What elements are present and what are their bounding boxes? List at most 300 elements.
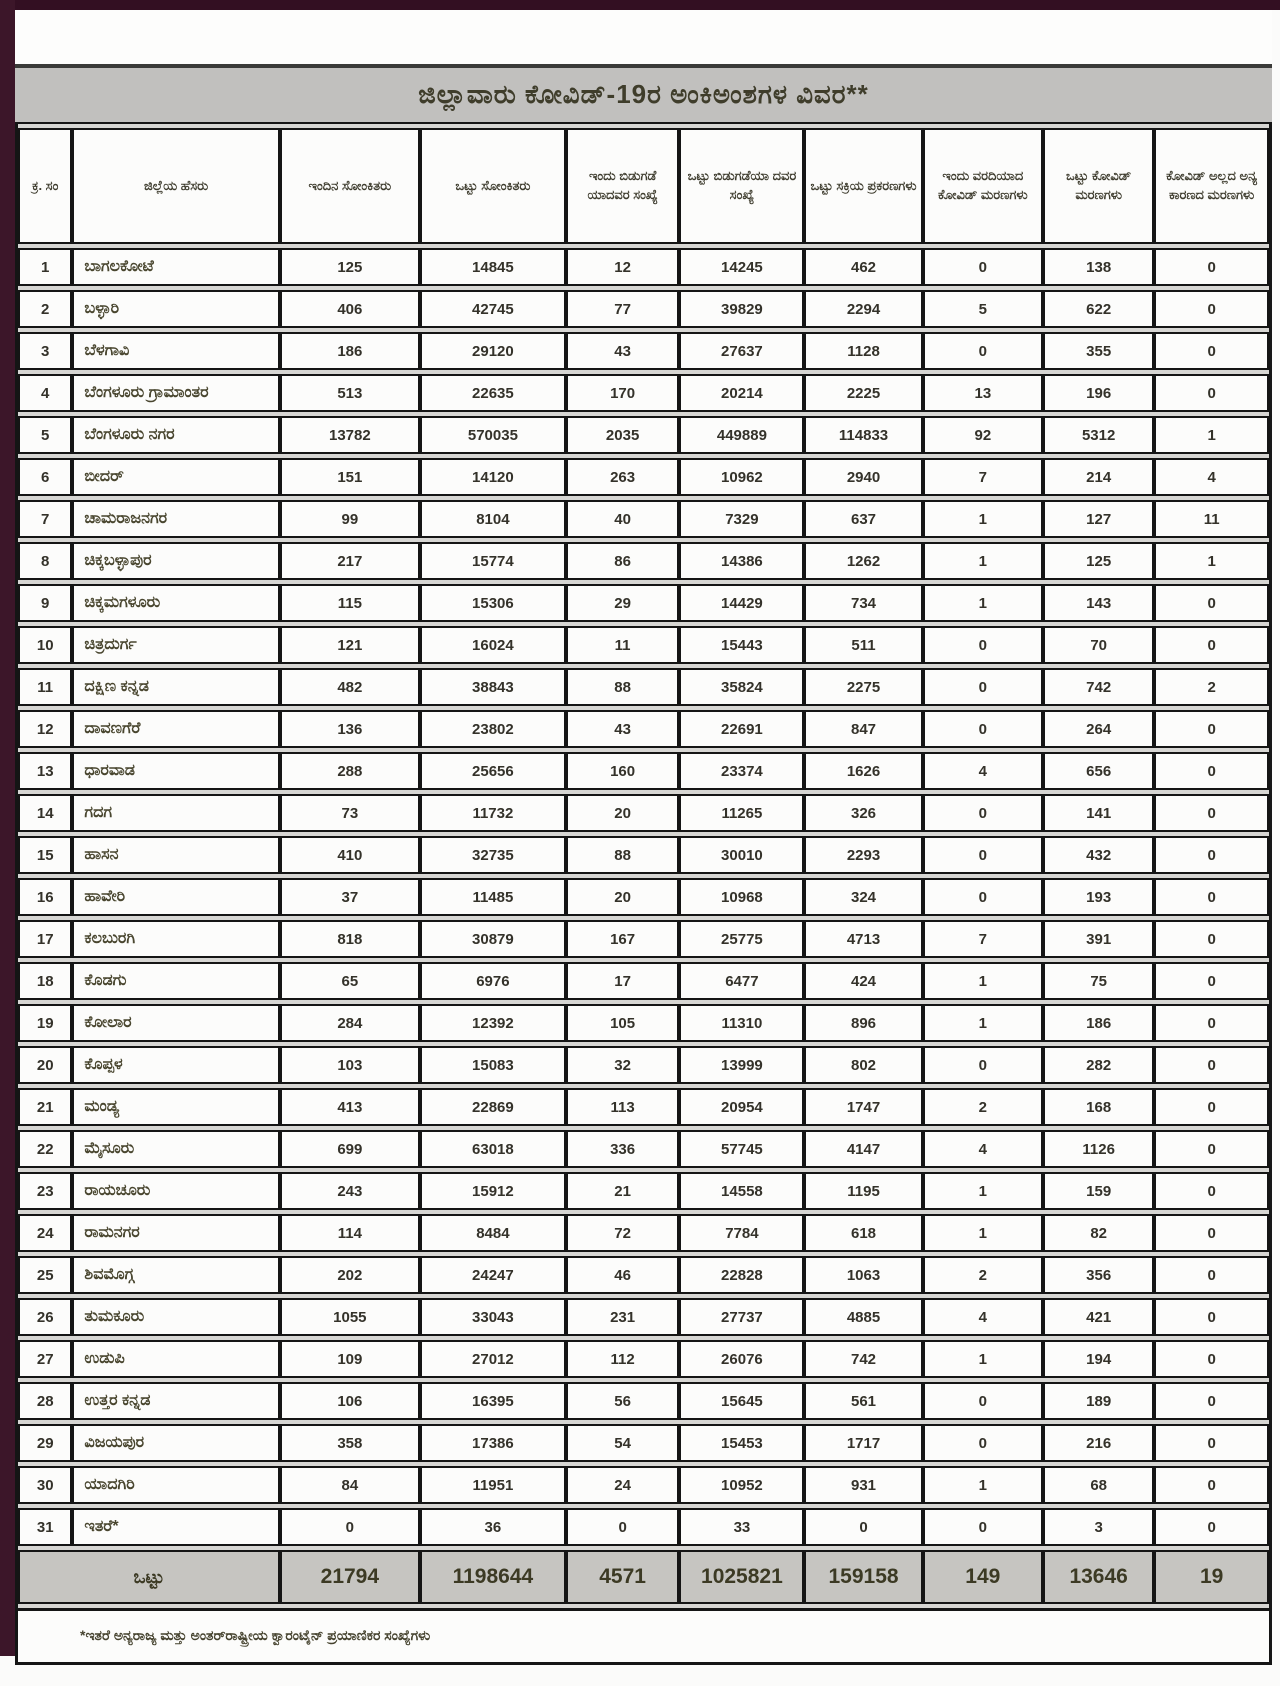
cell-value: 151 <box>280 458 420 496</box>
document-page <box>15 10 1272 1665</box>
table-row <box>18 542 1269 580</box>
cell-district-name: ಮಂಡ್ಯ <box>72 1088 279 1126</box>
cell-value: 0 <box>1154 1130 1269 1168</box>
table-row <box>18 1466 1269 1504</box>
cell-value: 0 <box>1154 248 1269 286</box>
cell-value: 68 <box>1043 1466 1154 1504</box>
cell-value: 0 <box>1154 1466 1269 1504</box>
cell-value: 818 <box>280 920 420 958</box>
cell-sl-no: 14 <box>18 794 72 832</box>
cell-value: 65 <box>280 962 420 1000</box>
cell-district-name: ಚಿಕ್ಕಬಳ್ಳಾಪುರ <box>72 542 279 580</box>
cell-value: 56 <box>566 1382 680 1420</box>
cell-value: 2275 <box>804 668 922 706</box>
cell-value: 0 <box>923 626 1043 664</box>
cell-value: 57745 <box>679 1130 804 1168</box>
cell-value: 324 <box>804 878 922 916</box>
cell-value: 391 <box>1043 920 1154 958</box>
cell-value: 15083 <box>420 1046 566 1084</box>
cell-value: 20 <box>566 794 680 832</box>
cell-value: 656 <box>1043 752 1154 790</box>
cell-value: 0 <box>1154 1298 1269 1336</box>
cell-value: 0 <box>804 1508 922 1546</box>
cell-value: 105 <box>566 1004 680 1042</box>
cell-value: 30879 <box>420 920 566 958</box>
cell-value: 413 <box>280 1088 420 1126</box>
cell-value: 1063 <box>804 1256 922 1294</box>
cell-value: 637 <box>804 500 922 538</box>
table-row <box>18 1298 1269 1336</box>
cell-value: 103 <box>280 1046 420 1084</box>
cell-value: 2294 <box>804 290 922 328</box>
cell-value: 15912 <box>420 1172 566 1210</box>
cell-value: 424 <box>804 962 922 1000</box>
cell-value: 356 <box>1043 1256 1154 1294</box>
cell-sl-no: 4 <box>18 374 72 412</box>
cell-value: 13999 <box>679 1046 804 1084</box>
cell-value: 43 <box>566 332 680 370</box>
cell-value: 284 <box>280 1004 420 1042</box>
cell-district-name: ಬೆಂಗಳೂರು ನಗರ <box>72 416 279 454</box>
table-row <box>18 416 1269 454</box>
cell-value: 17386 <box>420 1424 566 1462</box>
cell-value: 0 <box>1154 920 1269 958</box>
cell-value: 75 <box>1043 962 1154 1000</box>
table-row <box>18 962 1269 1000</box>
cell-value: 27012 <box>420 1340 566 1378</box>
cell-value: 22869 <box>420 1088 566 1126</box>
cell-value: 17 <box>566 962 680 1000</box>
cell-value: 42745 <box>420 290 566 328</box>
cell-value: 4 <box>1154 458 1269 496</box>
table-row <box>18 1004 1269 1042</box>
cell-district-name: ಕಲಬುರಗಿ <box>72 920 279 958</box>
cell-value: 4 <box>923 1298 1043 1336</box>
cell-value: 217 <box>280 542 420 580</box>
cell-value: 0 <box>923 836 1043 874</box>
cell-value: 33043 <box>420 1298 566 1336</box>
cell-value: 0 <box>1154 1424 1269 1462</box>
cell-value: 432 <box>1043 836 1154 874</box>
cell-value: 2293 <box>804 836 922 874</box>
cell-sl-no: 30 <box>18 1466 72 1504</box>
cell-sl-no: 18 <box>18 962 72 1000</box>
cell-value: 1 <box>1154 416 1269 454</box>
cell-value: 24247 <box>420 1256 566 1294</box>
cell-value: 0 <box>1154 710 1269 748</box>
column-header: ಇಂದು ಬಿಡುಗಡೆ ಯಾದವರ ಸಂಖ್ಯೆ <box>566 128 680 244</box>
cell-value: 141 <box>1043 794 1154 832</box>
cell-district-name: ಹಾಸನ <box>72 836 279 874</box>
cell-value: 0 <box>923 668 1043 706</box>
table-row <box>18 626 1269 664</box>
cell-value: 0 <box>1154 332 1269 370</box>
cell-value: 23802 <box>420 710 566 748</box>
table-row <box>18 836 1269 874</box>
cell-value: 742 <box>804 1340 922 1378</box>
cell-value: 0 <box>923 1382 1043 1420</box>
cell-value: 358 <box>280 1424 420 1462</box>
cell-value: 0 <box>923 248 1043 286</box>
cell-value: 121 <box>280 626 420 664</box>
cell-sl-no: 21 <box>18 1088 72 1126</box>
cell-value: 0 <box>923 710 1043 748</box>
cell-value: 0 <box>1154 1256 1269 1294</box>
cell-value: 1 <box>923 1466 1043 1504</box>
cell-value: 326 <box>804 794 922 832</box>
cell-value: 0 <box>1154 1172 1269 1210</box>
cell-value: 11 <box>1154 500 1269 538</box>
cell-value: 1 <box>923 1340 1043 1378</box>
cell-value: 449889 <box>679 416 804 454</box>
table-row <box>18 752 1269 790</box>
cell-value: 25775 <box>679 920 804 958</box>
cell-value: 2225 <box>804 374 922 412</box>
cell-district-name: ಇತರೆ* <box>72 1508 279 1546</box>
cell-value: 99 <box>280 500 420 538</box>
cell-sl-no: 28 <box>18 1382 72 1420</box>
cell-value: 214 <box>1043 458 1154 496</box>
cell-value: 38843 <box>420 668 566 706</box>
cell-value: 16395 <box>420 1382 566 1420</box>
cell-value: 1 <box>923 1004 1043 1042</box>
cell-district-name: ವಿಜಯಪುರ <box>72 1424 279 1462</box>
cell-value: 26076 <box>679 1340 804 1378</box>
cell-value: 847 <box>804 710 922 748</box>
cell-value: 0 <box>1154 1088 1269 1126</box>
cell-value: 12 <box>566 248 680 286</box>
total-value: 4571 <box>566 1550 680 1604</box>
cell-district-name: ಮೈಸೂರು <box>72 1130 279 1168</box>
cell-value: 7784 <box>679 1214 804 1252</box>
cell-value: 7 <box>923 920 1043 958</box>
cell-value: 462 <box>804 248 922 286</box>
cell-value: 167 <box>566 920 680 958</box>
cell-value: 186 <box>1043 1004 1154 1042</box>
cell-value: 0 <box>280 1508 420 1546</box>
cell-value: 4147 <box>804 1130 922 1168</box>
table-row <box>18 1340 1269 1378</box>
table-row <box>18 1256 1269 1294</box>
cell-sl-no: 22 <box>18 1130 72 1168</box>
cell-value: 622 <box>1043 290 1154 328</box>
column-header: ಕೋವಿಡ್ ಅಲ್ಲದ ಅನ್ಯ ಕಾರಣದ ಮರಣಗಳು <box>1154 128 1269 244</box>
cell-sl-no: 6 <box>18 458 72 496</box>
cell-sl-no: 1 <box>18 248 72 286</box>
cell-value: 0 <box>1154 1340 1269 1378</box>
cell-value: 14558 <box>679 1172 804 1210</box>
cell-value: 0 <box>923 1424 1043 1462</box>
cell-value: 0 <box>1154 1382 1269 1420</box>
cell-value: 0 <box>1154 1508 1269 1546</box>
table-row <box>18 920 1269 958</box>
cell-value: 29 <box>566 584 680 622</box>
cell-value: 0 <box>923 1046 1043 1084</box>
column-header: ಒಟ್ಟು ಸಕ್ರಿಯ ಪ್ರಕರಣಗಳು <box>804 128 922 244</box>
cell-value: 27637 <box>679 332 804 370</box>
column-header: ಜಿಲ್ಲೆಯ ಹೆಸರು <box>72 128 279 244</box>
cell-value: 10962 <box>679 458 804 496</box>
cell-value: 10952 <box>679 1466 804 1504</box>
cell-value: 14120 <box>420 458 566 496</box>
cell-sl-no: 23 <box>18 1172 72 1210</box>
cell-value: 699 <box>280 1130 420 1168</box>
cell-value: 0 <box>1154 794 1269 832</box>
cell-value: 15774 <box>420 542 566 580</box>
cell-value: 734 <box>804 584 922 622</box>
cell-value: 196 <box>1043 374 1154 412</box>
cell-value: 113 <box>566 1088 680 1126</box>
cell-value: 15645 <box>679 1382 804 1420</box>
table-row <box>18 1424 1269 1462</box>
cell-value: 11265 <box>679 794 804 832</box>
cell-value: 7 <box>923 458 1043 496</box>
cell-district-name: ಚಿಕ್ಕಮಗಳೂರು <box>72 584 279 622</box>
cell-district-name: ಉಡುಪಿ <box>72 1340 279 1378</box>
page-title: ಜಿಲ್ಲಾವಾರು ಕೋವಿಡ್-19ರ ಅಂಕಿಅಂಶಗಳ ವಿವರ** <box>418 79 869 109</box>
cell-value: 421 <box>1043 1298 1154 1336</box>
cell-value: 33 <box>679 1508 804 1546</box>
cell-value: 216 <box>1043 1424 1154 1462</box>
total-value: 159158 <box>804 1550 922 1604</box>
table-row <box>18 500 1269 538</box>
cell-value: 193 <box>1043 878 1154 916</box>
cell-value: 2 <box>923 1256 1043 1294</box>
table-row <box>18 1088 1269 1126</box>
cell-value: 6976 <box>420 962 566 1000</box>
cell-sl-no: 19 <box>18 1004 72 1042</box>
cell-value: 14245 <box>679 248 804 286</box>
cell-value: 15306 <box>420 584 566 622</box>
cell-value: 7329 <box>679 500 804 538</box>
cell-value: 1055 <box>280 1298 420 1336</box>
cell-value: 70 <box>1043 626 1154 664</box>
total-value: 1198644 <box>420 1550 566 1604</box>
cell-sl-no: 29 <box>18 1424 72 1462</box>
cell-value: 20 <box>566 878 680 916</box>
table-row <box>18 1508 1269 1546</box>
total-value: 21794 <box>280 1550 420 1604</box>
cell-district-name: ಬೀದರ್ <box>72 458 279 496</box>
cell-value: 194 <box>1043 1340 1154 1378</box>
cell-value: 92 <box>923 416 1043 454</box>
cell-value: 0 <box>1154 626 1269 664</box>
column-header: ಕ್ರ. ಸಂ <box>18 128 72 244</box>
cell-value: 0 <box>1154 290 1269 328</box>
cell-value: 4 <box>923 752 1043 790</box>
cell-sl-no: 17 <box>18 920 72 958</box>
total-value: 19 <box>1154 1550 1269 1604</box>
cell-value: 4885 <box>804 1298 922 1336</box>
cell-value: 410 <box>280 836 420 874</box>
cell-value: 13782 <box>280 416 420 454</box>
cell-value: 30010 <box>679 836 804 874</box>
cell-value: 0 <box>566 1508 680 1546</box>
cell-value: 931 <box>804 1466 922 1504</box>
cell-value: 186 <box>280 332 420 370</box>
cell-value: 0 <box>923 794 1043 832</box>
cell-value: 11310 <box>679 1004 804 1042</box>
cell-value: 288 <box>280 752 420 790</box>
cell-value: 3 <box>1043 1508 1154 1546</box>
cell-sl-no: 25 <box>18 1256 72 1294</box>
table-row <box>18 248 1269 286</box>
cell-sl-no: 3 <box>18 332 72 370</box>
cell-value: 36 <box>420 1508 566 1546</box>
column-header: ಒಟ್ಟು ಕೋವಿಡ್ ಮರಣಗಳು <box>1043 128 1154 244</box>
cell-district-name: ಬೆಳಗಾವಿ <box>72 332 279 370</box>
cell-value: 742 <box>1043 668 1154 706</box>
footnote: *ಇತರೆ ಅನ್ಯರಾಜ್ಯ ಮತ್ತು ಅಂತರ್‌ರಾಷ್ಟ್ರೀಯ ಕ್ವಾರಂಟೈನ್ ಪ್ರಯಾಣಿಕರ ಸಂಖ್ಯೆಗಳು <box>18 1608 1269 1662</box>
cell-value: 22635 <box>420 374 566 412</box>
cell-sl-no: 15 <box>18 836 72 874</box>
cell-district-name: ರಾಯಚೂರು <box>72 1172 279 1210</box>
cell-value: 15453 <box>679 1424 804 1462</box>
cell-sl-no: 31 <box>18 1508 72 1546</box>
cell-value: 0 <box>1154 1214 1269 1252</box>
cell-value: 39829 <box>679 290 804 328</box>
table-title-bar <box>15 64 1272 122</box>
table-row <box>18 458 1269 496</box>
cell-value: 114833 <box>804 416 922 454</box>
cell-value: 561 <box>804 1382 922 1420</box>
cell-value: 1262 <box>804 542 922 580</box>
cell-district-name: ಹಾವೇರಿ <box>72 878 279 916</box>
cell-value: 40 <box>566 500 680 538</box>
column-header: ಇಂದು ವರದಿಯಾದ ಕೋವಿಡ್ ಮರಣಗಳು <box>923 128 1043 244</box>
cell-value: 1 <box>923 542 1043 580</box>
cell-value: 77 <box>566 290 680 328</box>
cell-value: 46 <box>566 1256 680 1294</box>
cell-value: 73 <box>280 794 420 832</box>
cell-value: 114 <box>280 1214 420 1252</box>
cell-value: 2 <box>1154 668 1269 706</box>
column-header: ಒಟ್ಟು ಬಿಡುಗಡೆಯಾ ದವರ ಸಂಖ್ಯೆ <box>679 128 804 244</box>
cell-sl-no: 7 <box>18 500 72 538</box>
cell-value: 1195 <box>804 1172 922 1210</box>
cell-value: 86 <box>566 542 680 580</box>
cell-value: 0 <box>923 878 1043 916</box>
cell-value: 11732 <box>420 794 566 832</box>
table-row <box>18 710 1269 748</box>
cell-district-name: ಬಳ್ಳಾರಿ <box>72 290 279 328</box>
cell-value: 570035 <box>420 416 566 454</box>
cell-district-name: ಧಾರವಾಡ <box>72 752 279 790</box>
cell-value: 10968 <box>679 878 804 916</box>
cell-value: 138 <box>1043 248 1154 286</box>
cell-value: 25656 <box>420 752 566 790</box>
cell-value: 125 <box>1043 542 1154 580</box>
cell-value: 1 <box>923 962 1043 1000</box>
cell-value: 106 <box>280 1382 420 1420</box>
cell-value: 1 <box>923 1214 1043 1252</box>
cell-value: 0 <box>1154 584 1269 622</box>
cell-value: 2035 <box>566 416 680 454</box>
cell-value: 482 <box>280 668 420 706</box>
cell-value: 0 <box>1154 878 1269 916</box>
cell-value: 264 <box>1043 710 1154 748</box>
cell-value: 143 <box>1043 584 1154 622</box>
cell-value: 8104 <box>420 500 566 538</box>
cell-value: 1126 <box>1043 1130 1154 1168</box>
cell-value: 11485 <box>420 878 566 916</box>
cell-value: 88 <box>566 836 680 874</box>
total-row <box>18 1550 1269 1604</box>
cell-value: 1128 <box>804 332 922 370</box>
cell-district-name: ಚಿತ್ರದುರ್ಗ <box>72 626 279 664</box>
cell-value: 160 <box>566 752 680 790</box>
cell-value: 2 <box>923 1088 1043 1126</box>
cell-value: 406 <box>280 290 420 328</box>
cell-value: 13 <box>923 374 1043 412</box>
cell-value: 14845 <box>420 248 566 286</box>
cell-value: 159 <box>1043 1172 1154 1210</box>
cell-sl-no: 16 <box>18 878 72 916</box>
cell-value: 115 <box>280 584 420 622</box>
cell-district-name: ಬೆಂಗಳೂರು ಗ್ರಾಮಾಂತರ <box>72 374 279 412</box>
cell-value: 0 <box>1154 836 1269 874</box>
cell-value: 11 <box>566 626 680 664</box>
table-row <box>18 1046 1269 1084</box>
cell-value: 54 <box>566 1424 680 1462</box>
cell-sl-no: 11 <box>18 668 72 706</box>
cell-value: 16024 <box>420 626 566 664</box>
cell-value: 0 <box>1154 1046 1269 1084</box>
total-value: 149 <box>923 1550 1043 1604</box>
total-value: 13646 <box>1043 1550 1154 1604</box>
cell-value: 23374 <box>679 752 804 790</box>
table-row <box>18 374 1269 412</box>
cell-sl-no: 24 <box>18 1214 72 1252</box>
cell-value: 802 <box>804 1046 922 1084</box>
cell-value: 0 <box>1154 1004 1269 1042</box>
cell-value: 2940 <box>804 458 922 496</box>
cell-value: 84 <box>280 1466 420 1504</box>
cell-value: 5 <box>923 290 1043 328</box>
cell-value: 263 <box>566 458 680 496</box>
cell-value: 22691 <box>679 710 804 748</box>
cell-district-name: ಯಾದಗಿರಿ <box>72 1466 279 1504</box>
cell-value: 5312 <box>1043 416 1154 454</box>
cell-value: 168 <box>1043 1088 1154 1126</box>
cell-value: 8484 <box>420 1214 566 1252</box>
cell-value: 231 <box>566 1298 680 1336</box>
cell-value: 896 <box>804 1004 922 1042</box>
total-value: 1025821 <box>679 1550 804 1604</box>
cell-value: 109 <box>280 1340 420 1378</box>
cell-value: 32 <box>566 1046 680 1084</box>
header-row <box>18 128 1269 244</box>
cell-value: 170 <box>566 374 680 412</box>
cell-value: 355 <box>1043 332 1154 370</box>
table-row <box>18 1382 1269 1420</box>
cell-value: 136 <box>280 710 420 748</box>
cell-sl-no: 26 <box>18 1298 72 1336</box>
cell-value: 43 <box>566 710 680 748</box>
covid-statistics-table-wrap <box>15 122 1272 1665</box>
cell-value: 1747 <box>804 1088 922 1126</box>
table-row <box>18 1172 1269 1210</box>
cell-value: 72 <box>566 1214 680 1252</box>
table-body <box>18 248 1269 1546</box>
cell-value: 12392 <box>420 1004 566 1042</box>
cell-value: 35824 <box>679 668 804 706</box>
cell-district-name: ಕೊಪ್ಪಳ <box>72 1046 279 1084</box>
total-label: ಒಟ್ಟು <box>18 1550 280 1604</box>
cell-value: 1626 <box>804 752 922 790</box>
cell-value: 618 <box>804 1214 922 1252</box>
cell-value: 20954 <box>679 1088 804 1126</box>
